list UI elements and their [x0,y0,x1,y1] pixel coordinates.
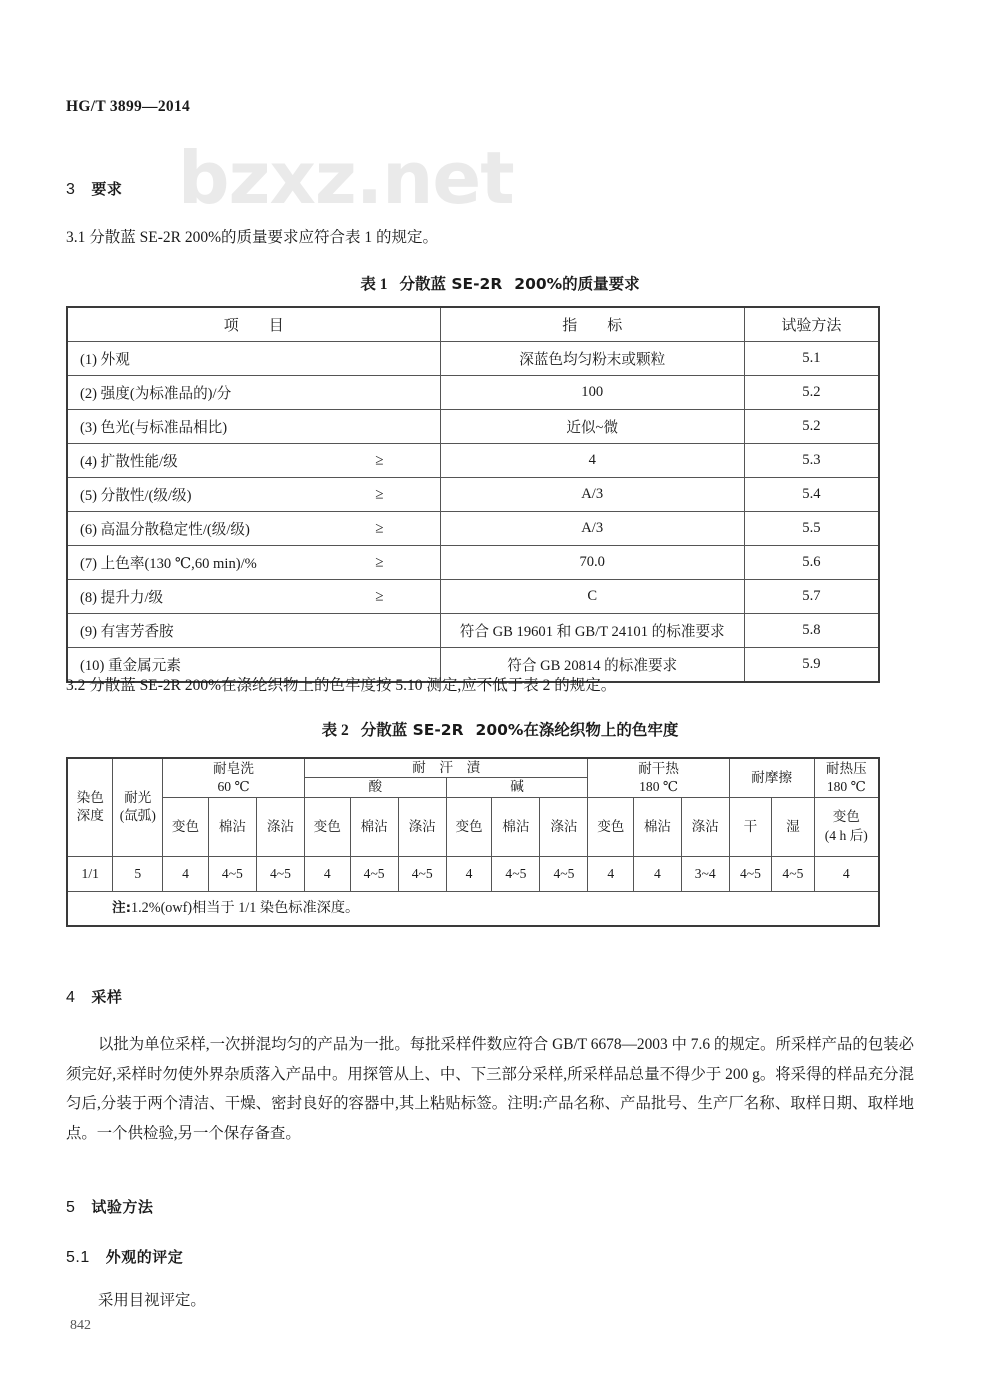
table-row [67,410,879,444]
table-2-header-row-3 [67,797,879,856]
table-1-cell-value: 深蓝色均匀粉末或颗粒 [440,342,744,376]
table-2-col-soap-wash [163,758,305,797]
table-1-cell-method: 5.9 [744,648,879,683]
table-1-cell-value: 符合 GB 20814 的标准要求 [440,648,744,683]
table-1-cell-method: 5.4 [744,478,879,512]
table-2-cell-value: 4 [304,856,350,891]
table-1-label: 表 1 [360,276,388,293]
table-1-cell-value: A/3 [440,512,744,546]
table-1-caption [0,272,1000,294]
ge-symbol: ≥ [375,588,384,604]
table-2-col-heat-press [814,758,879,797]
table-1-cell-value: 70.0 [440,546,744,580]
table-2-note [67,891,879,926]
table-2-header-row-1 [67,758,879,778]
section-4-body [66,1030,914,1148]
section-5-1-body [66,1286,914,1316]
section-5-1-body-text: 采用目视评定。 [98,1292,206,1309]
table-row [67,546,879,580]
section-3-title: 要求 [91,180,123,198]
soap-line2: 60 ℃ [217,778,250,794]
table-2-col-rubbing: 耐摩擦 [729,758,814,797]
table-2-sub-alkali-discolour: 变色 [446,797,492,856]
section-5-title: 试验方法 [91,1198,154,1216]
item-text: (6) 高温分散稳定性/(级/级) [80,522,250,538]
section-heading-3 [66,178,122,199]
table-row [67,342,879,376]
table-1-cell-method: 5.5 [744,512,879,546]
table-2-note-row [67,891,879,926]
table-2-title-2: 200%在涤纶织物上的色牢度 [475,721,679,739]
section-heading-4 [66,986,122,1007]
dye-depth-line1: 染色 [76,790,104,805]
item-text: (10) 重金属元素 [80,658,181,674]
section-heading-5-1 [66,1246,183,1267]
table-2-title: 分散蓝 SE-2R [360,721,464,739]
table-row [67,478,879,512]
table-1-cell-method: 5.6 [744,546,879,580]
table-2-cell-value: 4~5 [492,856,540,891]
dryheat-line1: 耐干热 [638,760,679,776]
table-row [67,856,879,891]
item-text: (4) 扩散性能/级 [80,454,178,470]
ge-symbol: ≥ [375,520,384,536]
table-2-col-perspiration-acid: 酸 [304,778,446,797]
table-1-cell-value: 100 [440,376,744,410]
table-2-sub-dryheat-discolour: 变色 [588,797,634,856]
table-2-sub-alkali-cotton: 棉沾 [492,797,540,856]
page-number: 842 [70,1318,91,1333]
section-4-title: 采样 [91,988,123,1006]
table-2-col-dye-depth [67,758,113,856]
table-2-caption [0,718,1000,740]
table-1-title: 分散蓝 SE-2R [399,275,503,293]
table-2-sub-soap-poly: 涤沾 [256,797,304,856]
table-2-sub-soap-discolour: 变色 [163,797,209,856]
table-2-cell-value: 4~5 [398,856,446,891]
item-text: (1) 外观 [80,352,130,368]
table-1-cell-method: 5.2 [744,410,879,444]
note-label: 注: [112,899,132,916]
table-1-cell-item [67,614,440,648]
table-1-cell-value: 符合 GB 19601 和 GB/T 24101 的标准要求 [440,614,744,648]
table-2-colour-fastness [66,757,880,927]
table-1-cell-item [67,342,440,376]
table-2-sub-rubbing-wet: 湿 [772,797,814,856]
standard-number-header: HG/T 3899—2014 [66,98,191,115]
watermark-bzxz: bzxz.net [178,136,514,220]
item-text: (2) 强度(为标准品的)/分 [80,386,232,402]
soap-line1: 耐皂洗 [213,760,254,776]
item-text: (3) 色光(与标准品相比) [80,420,228,436]
section-5-number: 5 [66,1199,76,1216]
dryheat-line2: 180 ℃ [639,778,679,794]
table-2-cell-value: 4~5 [540,856,588,891]
item-text: (5) 分散性/(级/级) [80,488,192,504]
ge-symbol: ≥ [375,554,384,570]
table-2-cell-dye-depth: 1/1 [67,856,113,891]
table-1-cell-item [67,580,440,614]
heatpress-sub-line1: 变色 [832,809,860,825]
table-1-cell-value: 近似~微 [440,410,744,444]
table-2-sub-acid-poly: 涤沾 [398,797,446,856]
section-3-number: 3 [66,181,76,198]
table-2-sub-dryheat-cotton: 棉沾 [634,797,682,856]
table-1-cell-item [67,444,440,478]
section-4-body-text: 以批为单位采样,一次拼混均匀的产品为一批。每批采样件数应符合 GB/T 6678—2003 中 7.6 的规定。所采样产品的包装必须完好,采样时勿使外界杂质落入产品中。用探管从上、中、下三部分采样,所采样品总量不得少于 200 g。将采得的样品充分混匀后,分装于两个清洁、干燥、密封良好的容器中,其上粘贴标签。注明:产品名称、产品批号、生产厂名称、取样日期、取样地点。一个供检验,另一个保存备查。 [66,1036,914,1142]
table-2-label: 表 2 [321,722,349,739]
table-1-cell-item [67,546,440,580]
note-text: 1.2%(owf)相当于 1/1 染色标准深度。 [131,899,360,916]
table-2-sub-dryheat-poly: 涤沾 [681,797,729,856]
table-1-quality-requirements [66,306,880,683]
item-text: (7) 上色率(130 ℃,60 min)/% [80,556,257,572]
ge-symbol: ≥ [375,452,384,468]
table-1-cell-method: 5.2 [744,376,879,410]
table-2-col-light-fastness [113,758,163,856]
table-1-title-2: 200%的质量要求 [514,275,640,293]
table-2-sub-acid-discolour: 变色 [304,797,350,856]
table-2-cell-value: 4~5 [256,856,304,891]
table-2-cell-value: 4 [163,856,209,891]
section-heading-5 [66,1196,153,1217]
dye-depth-line2: 深度 [76,808,104,824]
table-2-col-dry-heat [588,758,729,797]
table-1-cell-item [67,376,440,410]
table-row [67,614,879,648]
table-2-sub-alkali-poly: 涤沾 [540,797,588,856]
table-1-cell-method: 5.3 [744,444,879,478]
table-2-cell-value: 4~5 [729,856,771,891]
table-2-cell-value: 4~5 [772,856,814,891]
table-2-sub-acid-cotton: 棉沾 [350,797,398,856]
table-2-col-perspiration: 耐 汗 漬 [304,758,588,778]
item-text: (9) 有害芳香胺 [80,624,174,640]
table-1-col-index: 指 标 [440,307,744,342]
table-1-cell-value: A/3 [440,478,744,512]
table-2-cell-value: 4~5 [208,856,256,891]
table-row [67,376,879,410]
table-2-sub-heatpress-discolour [814,797,879,856]
item-text: (8) 提升力/级 [80,590,164,606]
table-1-cell-value: 4 [440,444,744,478]
table-2-sub-rubbing-dry: 干 [729,797,771,856]
table-2-sub-soap-cotton: 棉沾 [208,797,256,856]
heatpress-line1: 耐热压 [825,760,867,776]
heatpress-line2: 180 ℃ [826,778,866,794]
table-1-col-item: 项 目 [67,307,440,342]
table-1-col-method: 试验方法 [744,307,879,342]
table-1-cell-method: 5.7 [744,580,879,614]
ge-symbol: ≥ [375,486,384,502]
table-2-cell-value: 4 [814,856,879,891]
table-row [67,444,879,478]
table-2-cell-value: 3~4 [681,856,729,891]
heatpress-sub-line2: (4 h 后) [824,827,868,843]
table-1-cell-item [67,410,440,444]
table-1-header-row [67,307,879,342]
table-2-cell-value: 4 [634,856,682,891]
light-line1: 耐光 [124,790,152,805]
table-2-cell-value: 4~5 [350,856,398,891]
table-1-cell-item [67,478,440,512]
clause-3-2-text: 3.2 分散蓝 SE-2R 200%在涤纶织物上的色牢度按 5.10 测定,应不低于表 2 的规定。 [66,677,617,694]
table-2-cell-light: 5 [113,856,163,891]
table-1-cell-value: C [440,580,744,614]
table-2-cell-value: 4 [446,856,492,891]
table-row [67,580,879,614]
table-2-cell-value: 4 [588,856,634,891]
table-2-col-perspiration-alkali: 碱 [446,778,588,797]
table-1-cell-item [67,512,440,546]
light-line2: (氙弧) [119,808,156,824]
table-1-cell-method: 5.8 [744,614,879,648]
section-5-1-title: 外观的评定 [105,1248,184,1266]
clause-3-1-text: 3.1 分散蓝 SE-2R 200%的质量要求应符合表 1 的规定。 [66,229,439,246]
table-1-cell-method: 5.1 [744,342,879,376]
section-5-1-number: 5.1 [66,1249,90,1266]
section-4-number: 4 [66,989,76,1006]
table-row [67,512,879,546]
